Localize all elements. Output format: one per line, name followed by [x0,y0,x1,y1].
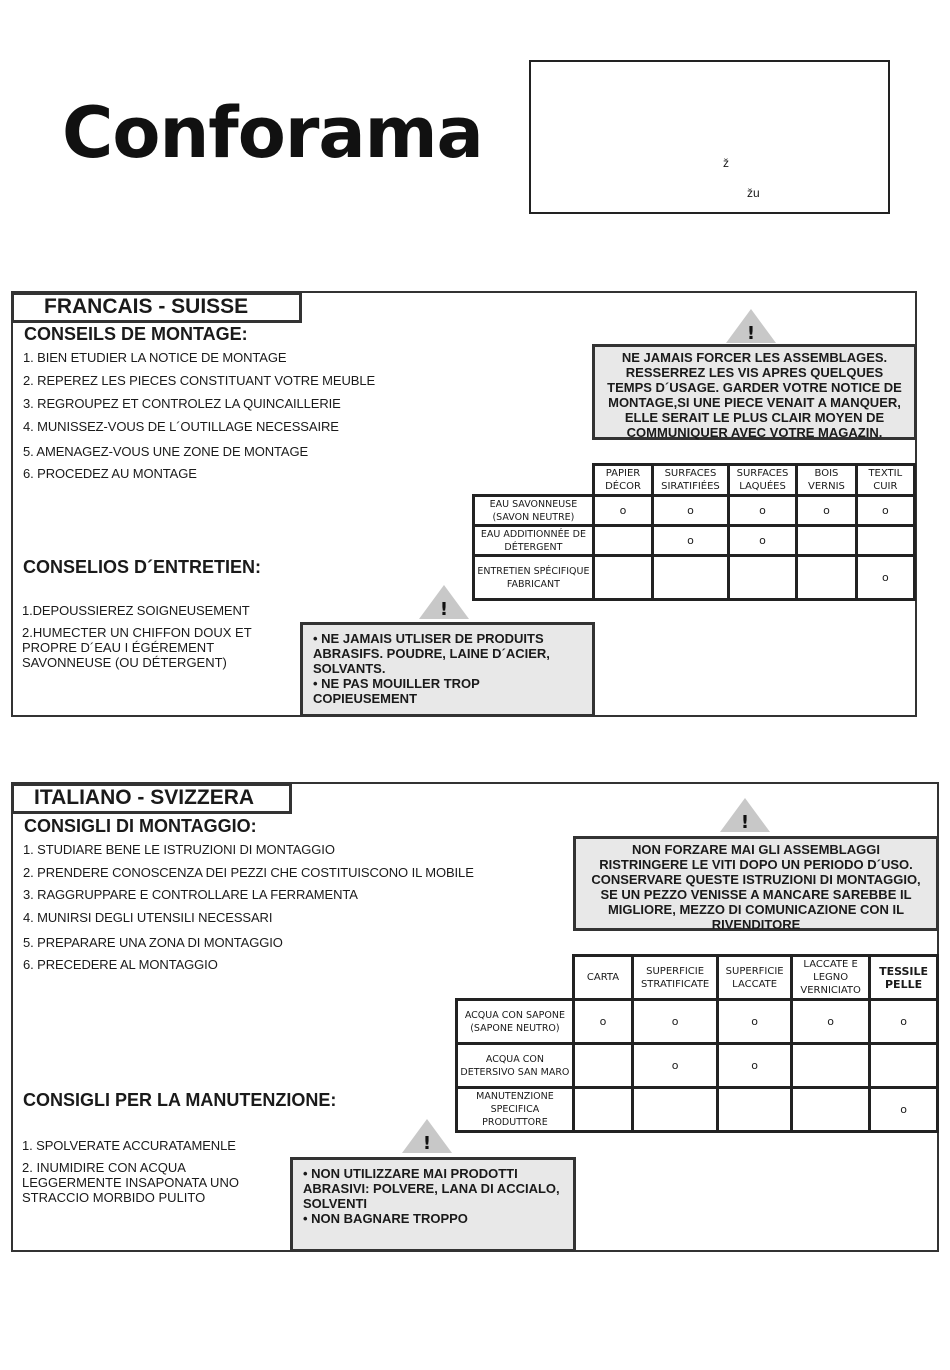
table-cell [856,526,914,556]
french-step-3: 3. REGROUPEZ ET CONTROLEZ LA QUINCAILLERIE [23,396,341,411]
italian-step-1: 1. STUDIARE BENE LE ISTRUZIONI DI MONTAGGIO [23,842,335,857]
table-cell: o [573,1000,632,1044]
french-step-1: 1. BIEN ETUDIER LA NOTICE DE MONTAGE [23,350,287,365]
svg-text:!: ! [740,812,750,833]
table-cell [718,1088,792,1132]
column-header: BOIS VERNIS [797,465,856,496]
french-care-step-1: 1.DEPOUSSIEREZ SOIGNEUSEMENT [22,603,250,618]
table-cell: o [593,496,652,526]
table-cell [792,1088,870,1132]
row-header: ENTRETIEN SPÉCIFIQUE FABRICANT [474,556,594,600]
row-header: MANUTENZIONE SPECIFICA PRODUTTORE [457,1088,574,1132]
table-cell [797,556,856,600]
french-care-step-2: 2.HUMECTER UN CHIFFON DOUX ET PROPRE D´EAU I ÉGÉREMENT SAVONNEUSE (OU DÉTERGENT) [22,625,252,670]
table-cell: o [797,496,856,526]
table-corner [474,465,594,496]
table-cell [653,556,729,600]
table-cell: o [633,1000,718,1044]
column-header: SURFACES SIRATIFIÉES [653,465,729,496]
italian-care-warning-1: • NON UTILIZZARE MAI PRODOTTI ABRASIVI: POLVERE, LANA DI ACCIALO, SOLVENTI [303,1166,560,1211]
svg-text:!: ! [422,1133,432,1154]
table-cell: o [792,1000,870,1044]
warning-triangle-icon [401,1118,453,1154]
warning-triangle-icon [725,308,777,344]
column-header: SURFACES LAQUÉES [728,465,797,496]
italian-step-4: 4. MUNIRSI DEGLI UTENSILI NECESSARI [23,910,273,925]
product-code-line-2: žu [747,186,760,200]
table-cell: o [633,1044,718,1088]
french-care-warning-1: • NE JAMAIS UTLISER DE PRODUITS ABRASIFS. POUDRE, LAINE D´ACIER, SOLVANTS. [313,631,550,676]
table-cell [728,556,797,600]
table-cell: o [728,496,797,526]
table-cell: o [870,1088,938,1132]
french-care-table [472,463,916,601]
french-step-5: 5. AMENAGEZ-VOUS UNE ZONE DE MONTAGE [23,444,309,459]
italian-section-title: ITALIANO - SVIZZERA [11,783,292,814]
italian-assembly-heading: CONSIGLI DI MONTAGGIO: [24,816,257,836]
italian-care-table [455,954,939,1133]
warning-triangle-icon [719,797,771,833]
italian-assembly-warning: NON FORZARE MAI GLI ASSEMBLAGGI RISTRINGERE LE VITI DOPO UN PERIODO D´USO. CONSERVARE QUESTE ISTRUZIONI DI MONTAGGIO, SE UN PEZZO VENISSE A MANCARE SAREBBE IL MIGLIORE, MEZZO DI COMUNICAZIONE CON IL RIVENDITORE [573,836,939,931]
table-cell: o [856,556,914,600]
italian-step-3: 3. RAGGRUPPARE E CONTROLLARE LA FERRAMENTA [23,887,358,902]
french-step-2: 2. REPEREZ LES PIECES CONSTITUANT VOTRE MEUBLE [23,373,376,388]
svg-text:!: ! [746,323,756,344]
row-header: EAU SAVONNEUSE (SAVON NEUTRE) [474,496,594,526]
row-header: EAU ADDITIONNÉE DE DÉTERGENT [474,526,594,556]
french-care-heading: CONSELIOS D´ENTRETIEN: [23,557,262,577]
column-header: PAPIER DÉCOR [593,465,652,496]
table-cell: o [718,1044,792,1088]
italian-step-5: 5. PREPARARE UNA ZONA DI MONTAGGIO [23,935,283,950]
table-cell [633,1088,718,1132]
italian-care-heading: CONSIGLI PER LA MANUTENZIONE: [23,1090,337,1110]
french-care-warning [300,622,595,717]
row-header: ACQUA CON SAPONE (SAPONE NEUTRO) [457,1000,574,1044]
product-code-box [529,60,890,214]
column-header: SUPERFICIE LACCATE [718,956,792,1000]
row-header: ACQUA CON DETERSIVO SAN MARO [457,1044,574,1088]
italian-care-step-1: 1. SPOLVERATE ACCURATAMENLE [22,1138,236,1153]
svg-text:!: ! [439,599,449,620]
table-cell [573,1044,632,1088]
italian-care-step-2: 2. INUMIDIRE CON ACQUA LEGGERMENTE INSAPONATA UNO STRACCIO MORBIDO PULITO [22,1160,239,1205]
table-corner [457,956,574,1000]
table-cell: o [718,1000,792,1044]
table-cell: o [653,496,729,526]
brand-logo: Conforama [62,92,483,174]
column-header: SUPERFICIE STRATIFICATE [633,956,718,1000]
italian-care-warning-2: • NON BAGNARE TROPPO [303,1211,468,1226]
italian-care-warning [290,1157,576,1252]
french-care-warning-2: • NE PAS MOUILLER TROP COPIEUSEMENT [313,676,480,706]
table-cell [792,1044,870,1088]
column-header: LACCATE E LEGNO VERNICIATO [792,956,870,1000]
french-assembly-heading: CONSEILS DE MONTAGE: [24,324,248,344]
table-cell: o [856,496,914,526]
french-assembly-warning: NE JAMAIS FORCER LES ASSEMBLAGES. RESSERREZ LES VIS APRES QUELQUES TEMPS D´USAGE. GARDER VOTRE NOTICE DE MONTAGE,SI UNE PIECE VENAIT A MANQUER, ELLE SERAIT LE PLUS CLAIR MOYEN DE COMMUNIQUER AVEC VOTRE MAGAZIN. [592,344,917,440]
italian-step-2: 2. PRENDERE CONOSCENZA DEI PEZZI CHE COSTITUISCONO IL MOBILE [23,865,474,880]
french-step-6: 6. PROCEDEZ AU MONTAGE [23,466,197,481]
table-cell [593,526,652,556]
table-cell [797,526,856,556]
table-cell [593,556,652,600]
table-cell: o [653,526,729,556]
table-cell [573,1088,632,1132]
table-cell [870,1044,938,1088]
french-step-4: 4. MUNISSEZ-VOUS DE L´OUTILLAGE NECESSAIRE [23,419,339,434]
product-code-line-1: ž [723,156,729,170]
table-cell: o [728,526,797,556]
italian-step-6: 6. PRECEDERE AL MONTAGGIO [23,957,218,972]
column-header: TEXTIL CUIR [856,465,914,496]
column-header: CARTA [573,956,632,1000]
column-header: TESSILE PELLE [870,956,938,1000]
warning-triangle-icon [418,584,470,620]
table-cell: o [870,1000,938,1044]
french-section-title: FRANCAIS - SUISSE [11,292,302,323]
